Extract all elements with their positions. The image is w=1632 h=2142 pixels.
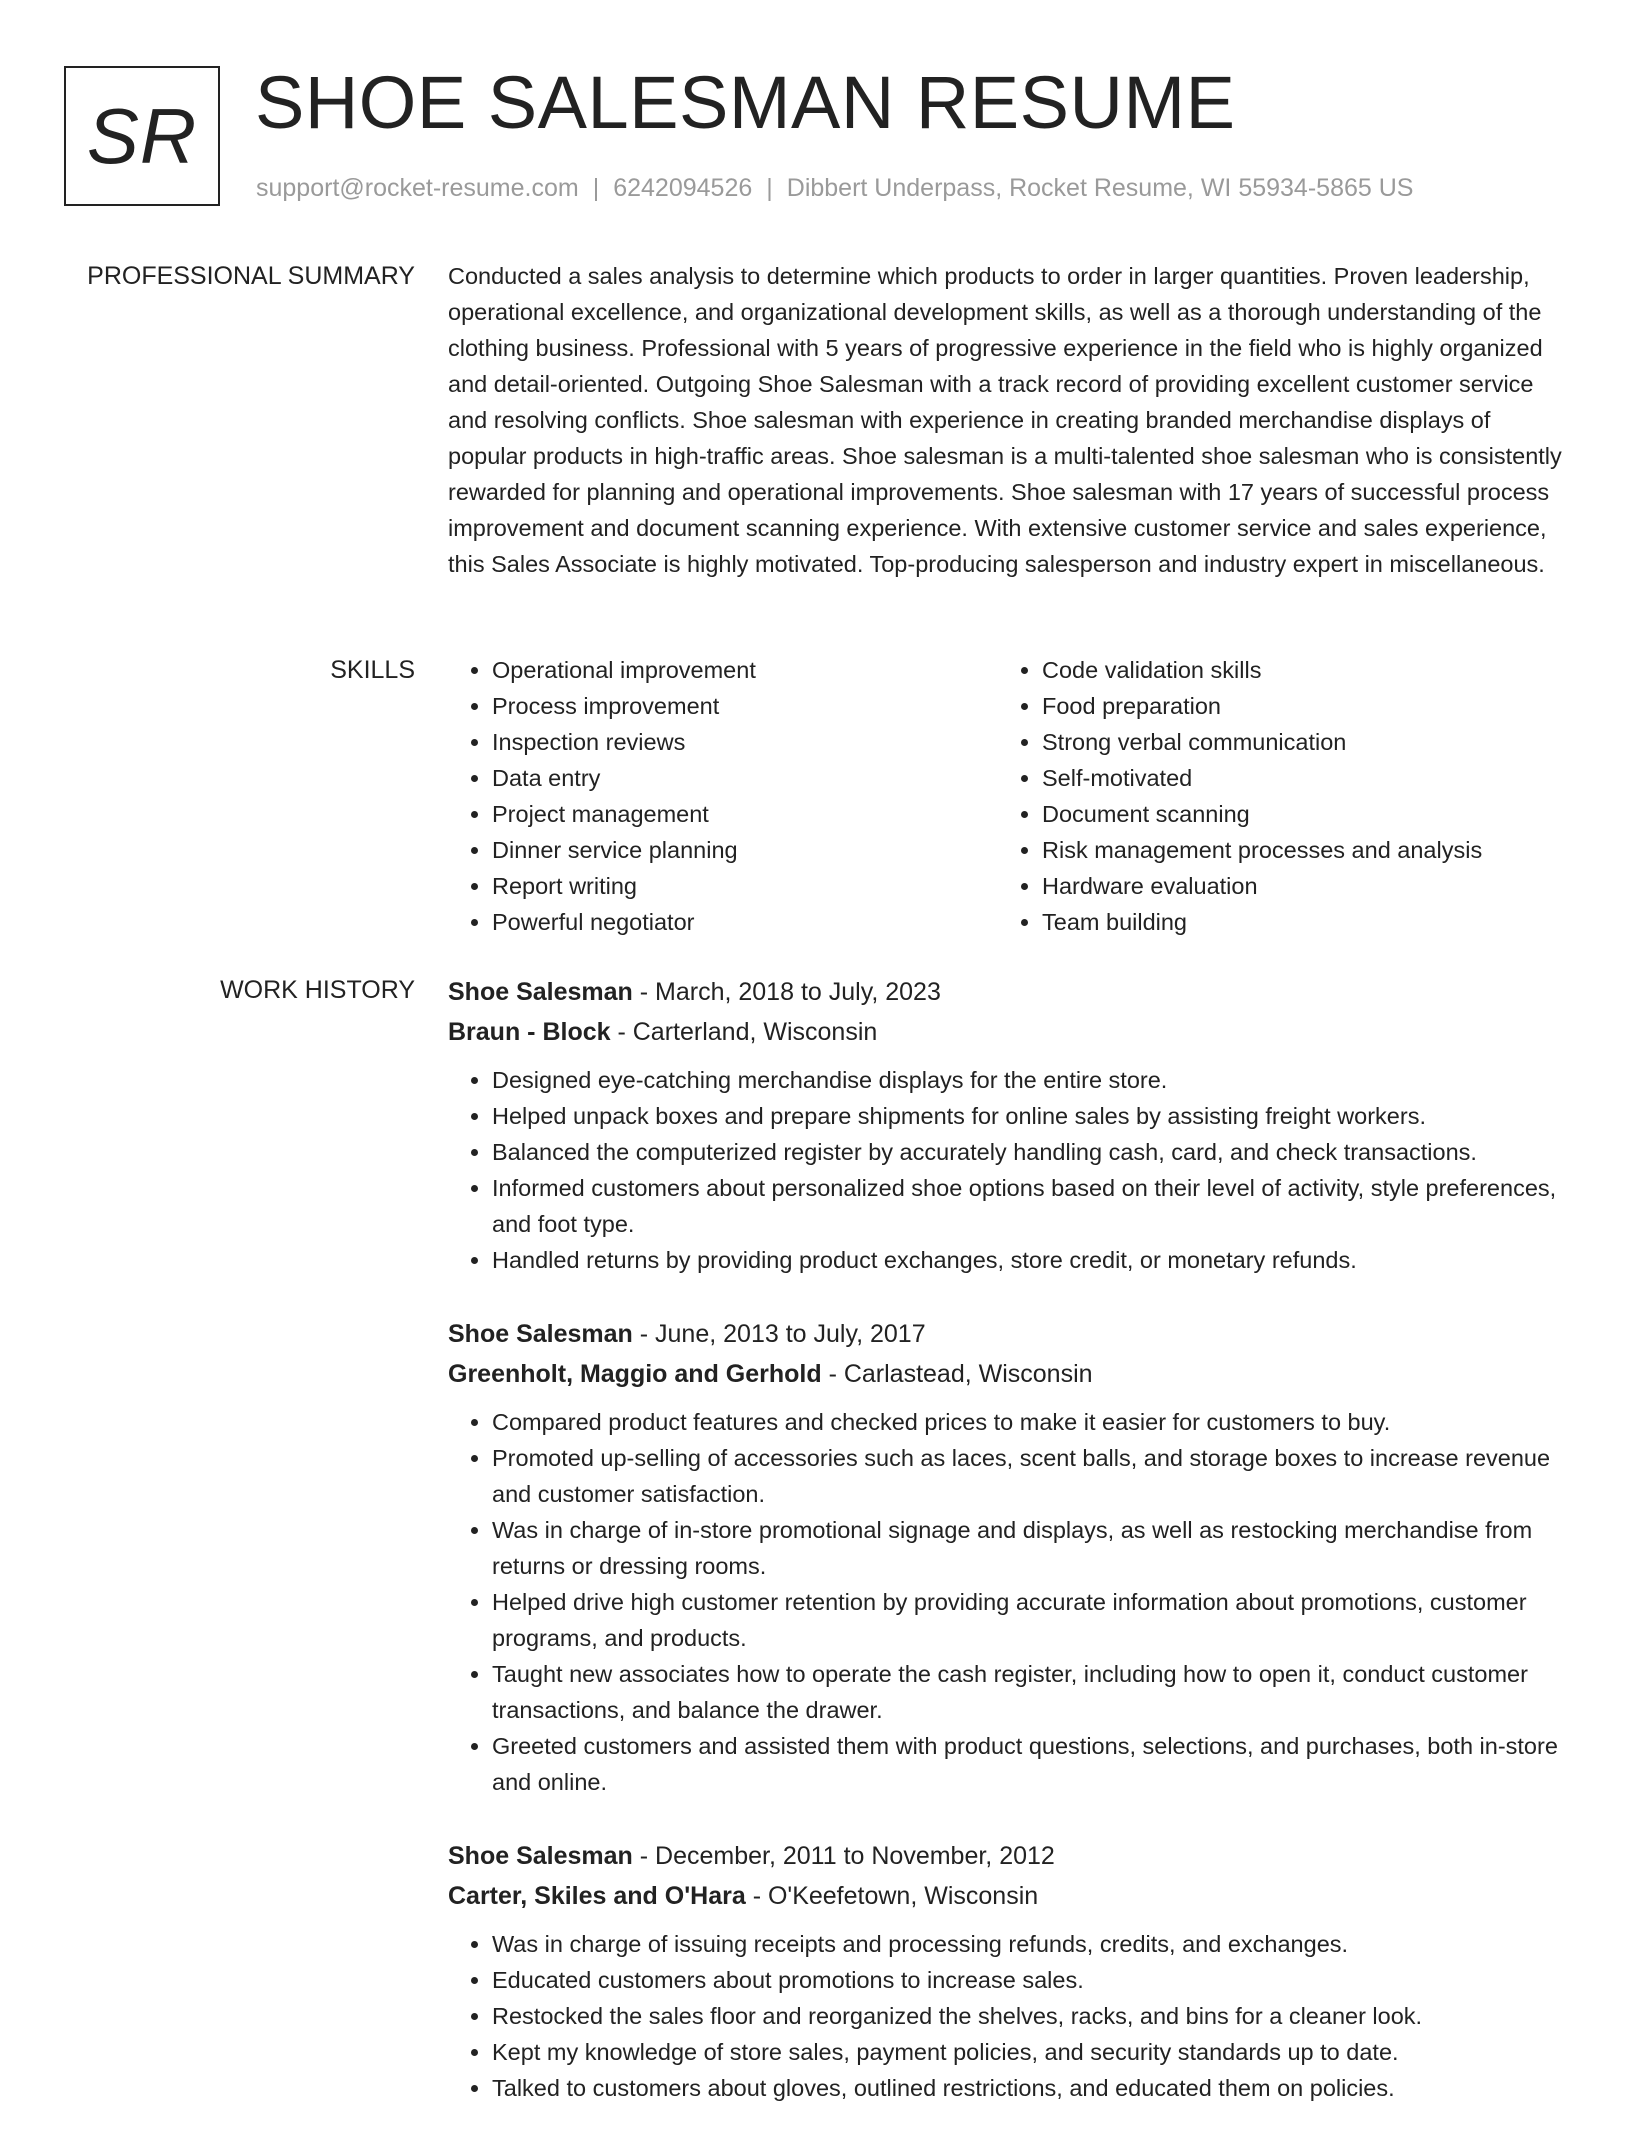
skill-item: • Self-motivated bbox=[1042, 760, 1548, 796]
job-company: Braun - Block bbox=[448, 1018, 611, 1046]
job-dates: - June, 2013 to July, 2017 bbox=[632, 1320, 926, 1348]
job-location: - Carlastead, Wisconsin bbox=[821, 1360, 1093, 1388]
summary-body bbox=[448, 258, 1568, 582]
skill-item: • Project management bbox=[492, 796, 998, 832]
skill-item: • Powerful negotiator bbox=[492, 904, 998, 940]
contact-address: Dibbert Underpass, Rocket Resume, WI 55934-5865 US bbox=[786, 174, 1414, 202]
skill-item: • Dinner service planning bbox=[492, 832, 998, 868]
job-bullet: • Greeted customers and assisted them with product questions, selections, and purchases, both in-store and online. bbox=[492, 1728, 1568, 1800]
contact-line bbox=[256, 174, 1413, 203]
job-bullet: • Taught new associates how to operate the cash register, including how to open it, conduct customer transactions, and balance the drawer. bbox=[492, 1656, 1568, 1728]
job-entry bbox=[448, 1314, 1568, 1800]
skills-heading: SKILLS bbox=[330, 656, 415, 684]
skill-item: • Food preparation bbox=[1042, 688, 1548, 724]
skill-item: • Hardware evaluation bbox=[1042, 868, 1548, 904]
job-company-line bbox=[448, 1012, 1568, 1052]
job-bullet: • Designed eye-catching merchandise displays for the entire store. bbox=[492, 1062, 1568, 1098]
job-bullet: • Handled returns by providing product exchanges, store credit, or monetary refunds. bbox=[492, 1242, 1568, 1278]
job-company-line bbox=[448, 1354, 1568, 1394]
job-company: Carter, Skiles and O'Hara bbox=[448, 1882, 746, 1910]
job-bullet: • Helped drive high customer retention by providing accurate information about promotions, customer programs, and products. bbox=[492, 1584, 1568, 1656]
skill-item: • Team building bbox=[1042, 904, 1548, 940]
job-bullet: • Balanced the computerized register by accurately handling cash, card, and check transactions. bbox=[492, 1134, 1568, 1170]
job-bullet: • Compared product features and checked prices to make it easier for customers to buy. bbox=[492, 1404, 1568, 1440]
job-dates: - March, 2018 to July, 2023 bbox=[632, 978, 941, 1006]
work-history-heading: WORK HISTORY bbox=[220, 976, 415, 1004]
job-company: Greenholt, Maggio and Gerhold bbox=[448, 1360, 822, 1388]
contact-email[interactable]: support@rocket-resume.com bbox=[256, 174, 579, 202]
resume-header bbox=[64, 61, 1564, 210]
job-location: - Carterland, Wisconsin bbox=[610, 1018, 878, 1046]
job-bullets bbox=[448, 1404, 1568, 1800]
job-bullets bbox=[448, 1062, 1568, 1278]
job-bullet: • Restocked the sales floor and reorganized the shelves, racks, and bins for a cleaner look. bbox=[492, 1998, 1568, 2034]
job-bullets bbox=[448, 1926, 1568, 2106]
job-entry bbox=[448, 972, 1568, 1278]
job-bullet: • Kept my knowledge of store sales, payment policies, and security standards up to date. bbox=[492, 2034, 1568, 2070]
page-title: SHOE SALESMAN RESUME bbox=[255, 61, 1236, 144]
job-bullet: • Helped unpack boxes and prepare shipments for online sales by assisting freight workers. bbox=[492, 1098, 1568, 1134]
job-title: Shoe Salesman bbox=[448, 1320, 633, 1348]
skill-item: • Operational improvement bbox=[492, 652, 998, 688]
contact-separator: | bbox=[592, 174, 600, 202]
skills-list-left bbox=[448, 652, 998, 940]
job-location: - O'Keefetown, Wisconsin bbox=[745, 1882, 1039, 1910]
job-bullet: • Was in charge of in-store promotional signage and displays, as well as restocking merchandise from returns or dressing rooms. bbox=[492, 1512, 1568, 1584]
job-title-line bbox=[448, 1836, 1568, 1876]
job-title-line bbox=[448, 1314, 1568, 1354]
job-title: Shoe Salesman bbox=[448, 978, 633, 1006]
skills-body bbox=[448, 652, 1568, 940]
summary-text: Conducted a sales analysis to determine which products to order in larger quantities. Proven leadership, operational excellence, and organizational development skills, as well as a thorough understanding of the clothing business. Professional with 5 years of progressive experience in the field who is highly organized and detail-oriented. Outgoing Shoe Salesman with a track record of providing excellent customer service and resolving conflicts. Shoe salesman with experience in creating branded merchandise displays of popular products in high-traffic areas. Shoe salesman is a multi-talented shoe salesman who is consistently rewarded for planning and operational improvements. Shoe salesman with 17 years of successful process improvement and document scanning experience. With extensive customer service and sales experience, this Sales Associate is highly motivated. Top-producing salesperson and industry expert in miscellaneous. bbox=[448, 263, 1562, 577]
skill-item: • Data entry bbox=[492, 760, 998, 796]
contact-separator: | bbox=[766, 174, 773, 202]
job-bullet: • Informed customers about personalized shoe options based on their level of activity, style preferences, and foot type. bbox=[492, 1170, 1568, 1242]
skill-item: • Inspection reviews bbox=[492, 724, 998, 760]
work-history-body bbox=[448, 972, 1568, 2142]
skill-item: • Report writing bbox=[492, 868, 998, 904]
skill-item: • Process improvement bbox=[492, 688, 998, 724]
job-bullet: • Talked to customers about gloves, outlined restrictions, and educated them on policies. bbox=[492, 2070, 1568, 2106]
contact-phone[interactable]: 6242094526 bbox=[613, 174, 753, 202]
skill-item: • Strong verbal communication bbox=[1042, 724, 1548, 760]
skill-item: • Code validation skills bbox=[1042, 652, 1548, 688]
skill-item: • Document scanning bbox=[1042, 796, 1548, 832]
job-bullet: • Promoted up-selling of accessories such as laces, scent balls, and storage boxes to increase revenue and customer satisfaction. bbox=[492, 1440, 1568, 1512]
skills-list-right bbox=[998, 652, 1548, 940]
job-bullet: • Was in charge of issuing receipts and processing refunds, credits, and exchanges. bbox=[492, 1926, 1568, 1962]
summary-heading: PROFESSIONAL SUMMARY bbox=[87, 262, 415, 290]
job-entry bbox=[448, 1836, 1568, 2106]
job-dates: - December, 2011 to November, 2012 bbox=[632, 1842, 1055, 1870]
skill-item: • Risk management processes and analysis bbox=[1042, 832, 1548, 868]
job-title-line bbox=[448, 972, 1568, 1012]
job-title: Shoe Salesman bbox=[448, 1842, 633, 1870]
monogram-box: SR bbox=[64, 66, 220, 206]
job-company-line bbox=[448, 1876, 1568, 1916]
job-bullet: • Educated customers about promotions to increase sales. bbox=[492, 1962, 1568, 1998]
